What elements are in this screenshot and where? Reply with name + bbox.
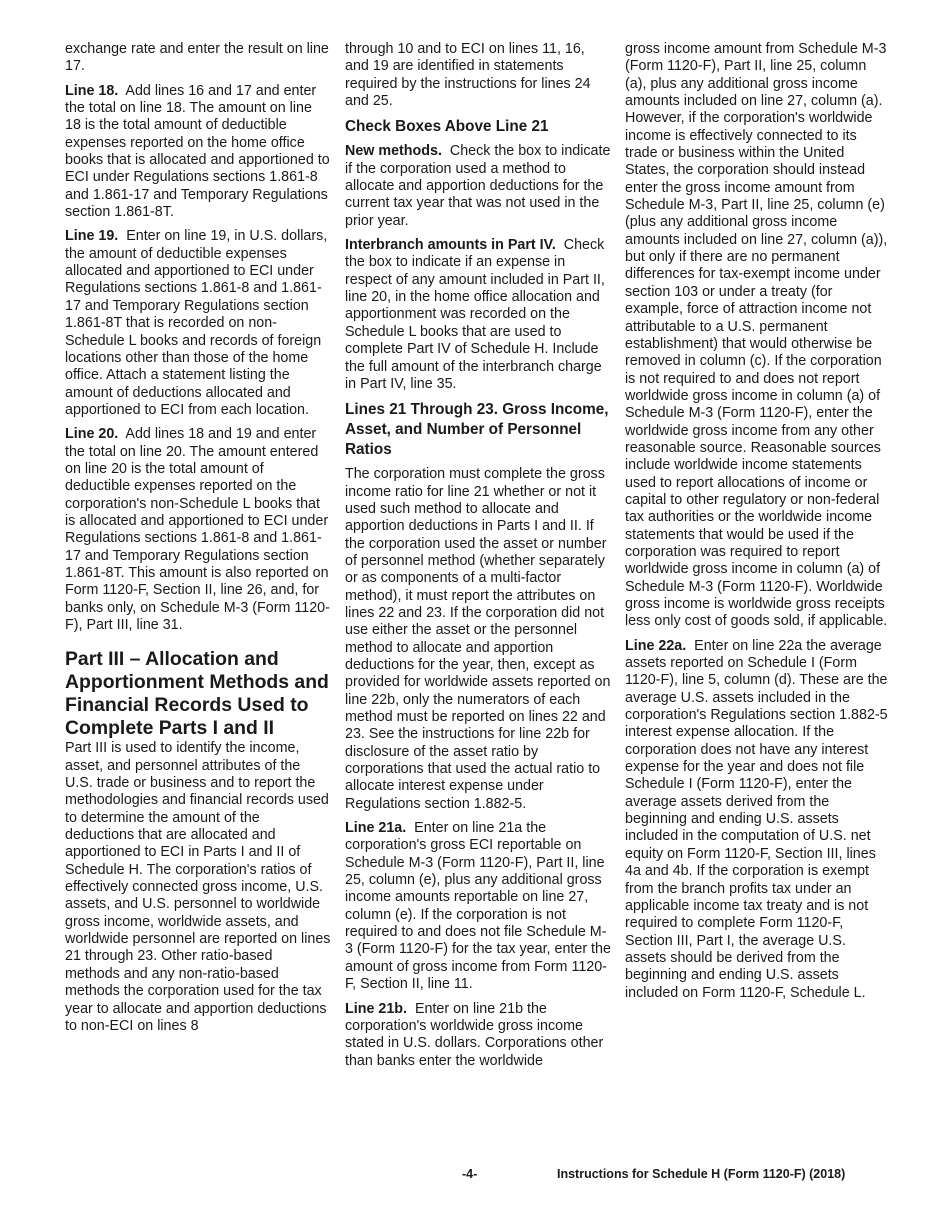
paragraph-text: gross income amount from Schedule M-3 (Form 1120-F), Part II, line 25, column (a), plus any additional gross income amounts included on line 27, column (a). However, if the corporation's worldwide income is effectively connected to its trade or business within the United States, the corporation should instead enter the gross income amount from Schedule M-3, Part II, line 25, column (e) (plus any additional gross income amounts included on line 27, column (a)), but only if there are no permanent differences for tax-exempt income under section 103 or under a treaty (for example, force of attraction income not attributable to a U.S. permanent establishment) that would otherwise be removed in column (c). If the corporation is not required to and does not report worldwide gross income in column (a) of Schedule M-3 (Form 1120-F), enter the worldwide gross income from any other reasonable source. Reasonable sources include worldwide income statements used to report allocations of income or capital to other regulatory or non-federal tax authorities or the worldwide income statements that would be used if the corporation was required to report worldwide gross income in column (a) of Schedule M-3 (Form 1120-F). Worldwide gross income is worldwide gross receipts less only cost of goods sold, if applicable. <box>625 41 888 630</box>
part-heading: Part III – Allocation and Apportionment Methods and Financial Records Used to Complete Parts I and II <box>65 648 329 740</box>
paragraph <box>65 426 331 634</box>
paragraph-lead: New methods. <box>345 143 442 160</box>
paragraph <box>65 228 331 419</box>
paragraph <box>345 237 611 393</box>
paragraph-text: The corporation must complete the gross income ratio for line 21 whether or not it used such method to allocate and apportion deductions in Parts I and II. If the corporation used the asset or number of personnel method (whether separately or as components of a multi-factor method), it must report the attributes on lines 22 and 23. If the corporation did not use either the asset or the personnel method to allocate and apportion deductions for the year, then, except as provided for worldwide assets reported on line 22b, only the numerators of each method must be reported on lines 22 and 23. See the instructions for line 22b for disclosure of the asset ratio by corporations that used the actual ratio to allocate interest expense under Regulations section 1.882-5. <box>345 466 611 812</box>
paragraph <box>345 1001 611 1070</box>
paragraph <box>345 820 611 993</box>
paragraph <box>345 466 611 813</box>
paragraph-text: Enter on line 21b the corporation's worldwide gross income stated in U.S. dollars. Corporations other than banks enter the worldwide <box>345 1000 604 1069</box>
paragraph <box>65 740 331 1035</box>
paragraph-text: Enter on line 19, in U.S. dollars, the amount of deductible expenses allocated and apportioned to ECI under Regulations sections 1.861-8 and 1.861-17 and Temporary Regulations section 1.861-8T that is recorded on non-Schedule L books and records of foreign locations other than those of the home office. Attach a statement listing the amount of deductions allocated and apportioned to ECI from each location. <box>65 228 328 418</box>
paragraph-lead: Line 21b. <box>345 1000 407 1017</box>
paragraph-text: Add lines 16 and 17 and enter the total on line 18. The amount on line 18 is the total amount of deductible expenses reported on the home office books that is allocated and apportioned to ECI under Regulations sections 1.861-8 and 1.861-17 and Temporary Regulations section 1.861-8T. <box>65 82 330 221</box>
paragraph-text: Enter on line 22a the average assets reported on Schedule I (Form 1120-F), line 5, column (d). These are the average U.S. assets included in the corporation's Regulations section 1.882-5 interest expense allocation. If the corporation does not have any interest expense for the year and does not file Schedule I (Form 1120-F), enter the average assets derived from the beginning and ending U.S. assets included in the computation of U.S. net equity on Form 1120-F, Section III, lines 4a and 4b. If the corporation is exempt from the branch profits tax under an applicable income tax treaty and is not required to complete Form 1120-F, Section III, Part I, the average U.S. assets should be derived from the beginning and ending U.S. assets included on Form 1120-F, Schedule L. <box>625 637 888 1001</box>
paragraph <box>345 143 611 230</box>
paragraph-text: Add lines 18 and 19 and enter the total on line 20. The amount entered on line 20 is the total amount of deductible expenses reported on the corporation's non-Schedule L books that is allocated and apportioned to ECI under Regulations sections 1.861-8 and 1.861-17 and Temporary Regulations section 1.861-8T. This amount is also reported on Form 1120-F, Section II, line 26, and, for banks only, on Schedule M-3 (Form 1120-F), Part III, line 31. <box>65 426 330 633</box>
page-number: -4- <box>462 1167 478 1181</box>
paragraph-text: through 10 and to ECI on lines 11, 16, and 19 are identified in statements required by the instructions for lines 24 and 25. <box>345 41 591 110</box>
paragraph <box>625 41 891 631</box>
paragraph-lead: Interbranch amounts in Part IV. <box>345 237 556 254</box>
paragraph-text: Enter on line 21a the corporation's gross ECI reportable on Schedule M-3 (Form 1120-F), Part II, line 25, column (e), plus any additional gross income amounts reportable on line 27, column (e). If the corporation is not required to and does not file Schedule M-3 (Form 1120-F) for the tax year, enter the amount of gross income from Form 1120-F, Section II, line 11. <box>345 820 611 993</box>
paragraph-text: Part III is used to identify the income, asset, and personnel attributes of the U.S. trade or business and to report the methodologies and financial records used to determine the amount of the deductions that are allocated and apportioned to ECI in Parts I and II of Schedule H. The corporation's ratios of effectively connected gross income, U.S. assets, and U.S. personnel to worldwide gross income, worldwide assets, and worldwide personnel are reported on lines 21 through 23. Other ratio-based methods and any non-ratio-based methods the corporation used for the tax year to allocate and apportion deductions to non-ECI on lines 8 <box>65 740 331 1034</box>
paragraph-lead: Line 18. <box>65 82 119 99</box>
paragraph-text: Check the box to indicate if an expense in respect of any amount included in Part II, line 20, in the home office allocation and apportionment was recorded on the Schedule L books that are used to complete Part IV of Schedule H. Include the full amount of the interbranch charge in Part IV, line 35. <box>345 237 605 392</box>
paragraph-lead: Line 19. <box>65 228 119 245</box>
section-heading: Check Boxes Above Line 21 <box>345 118 549 136</box>
paragraph-text: Check the box to indicate if the corporation used a method to allocate and apportion deductions for the current tax year that was not used in the prior year. <box>345 143 611 229</box>
column-1 <box>65 41 331 1042</box>
paragraph-text: exchange rate and enter the result on line 17. <box>65 41 329 75</box>
paragraph-lead: Line 20. <box>65 426 119 443</box>
column-3 <box>625 41 891 1009</box>
paragraph-lead: Line 22a. <box>625 637 687 654</box>
paragraph <box>65 41 331 76</box>
paragraph <box>65 83 331 222</box>
section-heading: Lines 21 Through 23. Gross Income, Asset, and Number of Personnel Ratios <box>345 401 609 459</box>
paragraph <box>345 41 611 110</box>
paragraph <box>625 638 891 1002</box>
footer-title: Instructions for Schedule H (Form 1120-F) (2018) <box>557 1167 846 1181</box>
paragraph-lead: Line 21a. <box>345 820 407 837</box>
column-2 <box>345 41 611 1077</box>
